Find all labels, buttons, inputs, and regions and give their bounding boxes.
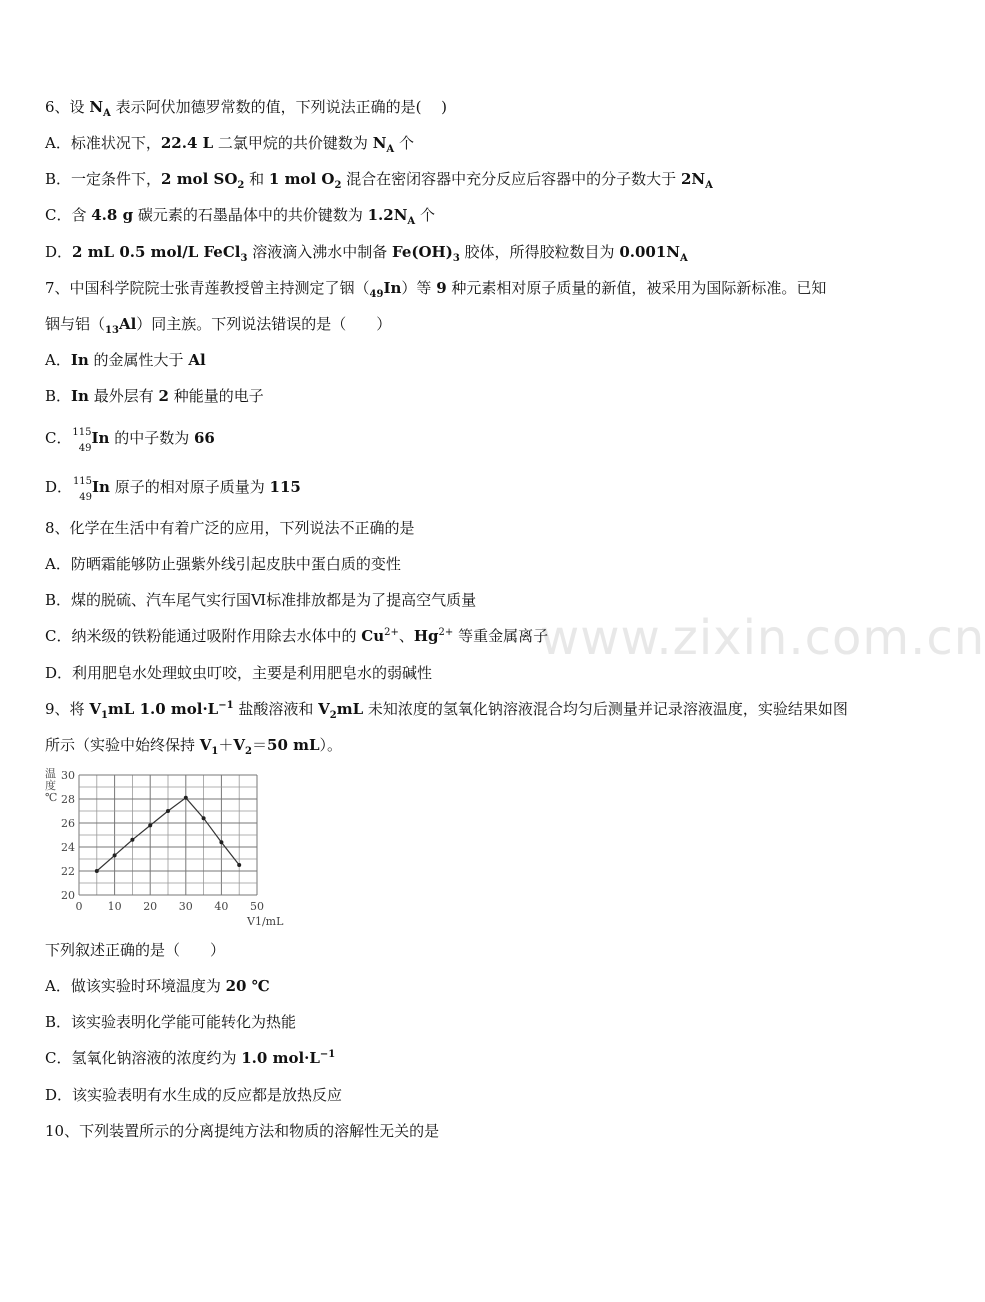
- temperature-chart: [42, 765, 284, 930]
- q6-option-c: C．含 4.8 g 碳元素的石墨晶体中的共价键数为 $1.2N_A$ 个: [45, 206, 435, 227]
- x-tick-label: 50: [250, 900, 264, 913]
- y-tick-label: 30: [61, 769, 75, 782]
- q8-option-b: B．煤的脱硫、汽车尾气实行国Ⅵ标准排放都是为了提高空气质量: [45, 591, 477, 609]
- data-point: [237, 863, 241, 867]
- q7-option-c: C． 115 49 In 的中子数为 66: [45, 427, 215, 454]
- q6-option-b: B．一定条件下，2 mol $SO_2$ 和 1 mol $O_2$ 混合在密闭容器中充分反应后容器中的分子数大于 $2N_A$: [45, 170, 713, 191]
- q10-stem: 10、下列装置所示的分离提纯方法和物质的溶解性无关的是: [45, 1122, 440, 1140]
- q9-option-a: A．做该实验时环境温度为 20 ℃: [45, 977, 270, 995]
- data-point: [95, 869, 99, 873]
- q9-question: 下列叙述正确的是（ ）: [45, 941, 226, 959]
- data-point: [166, 809, 170, 813]
- y-axis-label: 温度℃: [45, 767, 58, 804]
- q8-stem: 8、化学在生活中有着广泛的应用，下列说法不正确的是: [45, 519, 415, 537]
- q9-option-c: C．氢氧化钠溶液的浓度约为 1.0 $mol\cdot L^{-1}$: [45, 1049, 336, 1067]
- y-tick-label: 20: [61, 889, 75, 902]
- x-tick-label: 30: [178, 900, 193, 913]
- data-point: [113, 853, 117, 857]
- y-tick-label: 24: [61, 841, 75, 854]
- x-tick-label: 10: [107, 900, 122, 913]
- y-tick-label: 28: [61, 793, 75, 806]
- q9-stem-line1: 9、将 $V_1mL$ 1.0 $mol\cdot L^{-1}$ 盐酸溶液和 $V_2mL$ 未知浓度的氢氧化钠溶液混合均匀后测量并记录溶液温度，实验结果如图: [45, 700, 848, 721]
- data-point: [130, 838, 134, 842]
- q7-stem-line2: 铟与铝$(_{13}Al)$同主族。下列说法错误的是（ ）: [45, 315, 392, 336]
- watermark: www.zixin.com.cn: [540, 610, 985, 666]
- data-point: [148, 823, 152, 827]
- q9-option-b: B．该实验表明化学能可能转化为热能: [45, 1013, 297, 1031]
- q7-option-d: D． 115 49 In 原子的相对原子质量为 115: [45, 476, 301, 503]
- data-point: [184, 796, 188, 800]
- x-tick-label: 20: [143, 900, 158, 913]
- q6-option-a: A．标准状况下，22.4 L 二氯甲烷的共价键数为 $N_A$ 个: [45, 134, 414, 155]
- q7-option-a: A．In 的金属性大于 Al: [45, 351, 206, 369]
- q8-option-d: D．利用肥皂水处理蚊虫叮咬，主要是利用肥皂水的弱碱性: [45, 664, 433, 682]
- q6-stem: 6、设 $N_A$ 表示阿伏加德罗常数的值，下列说法正确的是( ): [45, 98, 448, 119]
- q9-stem-line2: 所示（实验中始终保持 $V_1+V_2=50$ mL）。: [45, 736, 343, 757]
- q6-option-d: D．2 mL 0.5 mol/L FeCl$_3$ 溶液滴入沸水中制备 $Fe(OH)_3$ 胶体，所得胶粒数目为 $0.001N_A$: [45, 243, 688, 264]
- q8-option-c: C．纳米级的铁粉能通过吸附作用除去水体中的 $Cu^{2+}$、$Hg^{2+}$ 等重金属离子: [45, 627, 549, 645]
- data-point: [219, 840, 223, 844]
- isotope-notation: 115 49: [72, 476, 93, 503]
- data-point: [202, 816, 206, 820]
- isotope-notation: 115 49: [72, 427, 92, 454]
- x-tick-label: 40: [214, 900, 229, 913]
- x-tick-label: 0: [75, 900, 83, 913]
- chart-grid: [79, 775, 257, 895]
- q8-option-a: A．防晒霜能够防止强紫外线引起皮肤中蛋白质的变性: [45, 555, 401, 573]
- q9-option-d: D．该实验表明有水生成的反应都是放热反应: [45, 1086, 343, 1104]
- y-tick-label: 22: [61, 865, 75, 878]
- q7-stem-line1: 7、中国科学院院士张青莲教授曾主持测定了铟$(_{49}In)$等 9 种元素相对原子质量的新值，被采用为国际新标准。已知: [45, 279, 827, 300]
- x-axis-label: V1/mL: [247, 915, 284, 928]
- q7-option-b: B．In 最外层有 2 种能量的电子: [45, 387, 264, 405]
- y-tick-label: 26: [61, 817, 75, 830]
